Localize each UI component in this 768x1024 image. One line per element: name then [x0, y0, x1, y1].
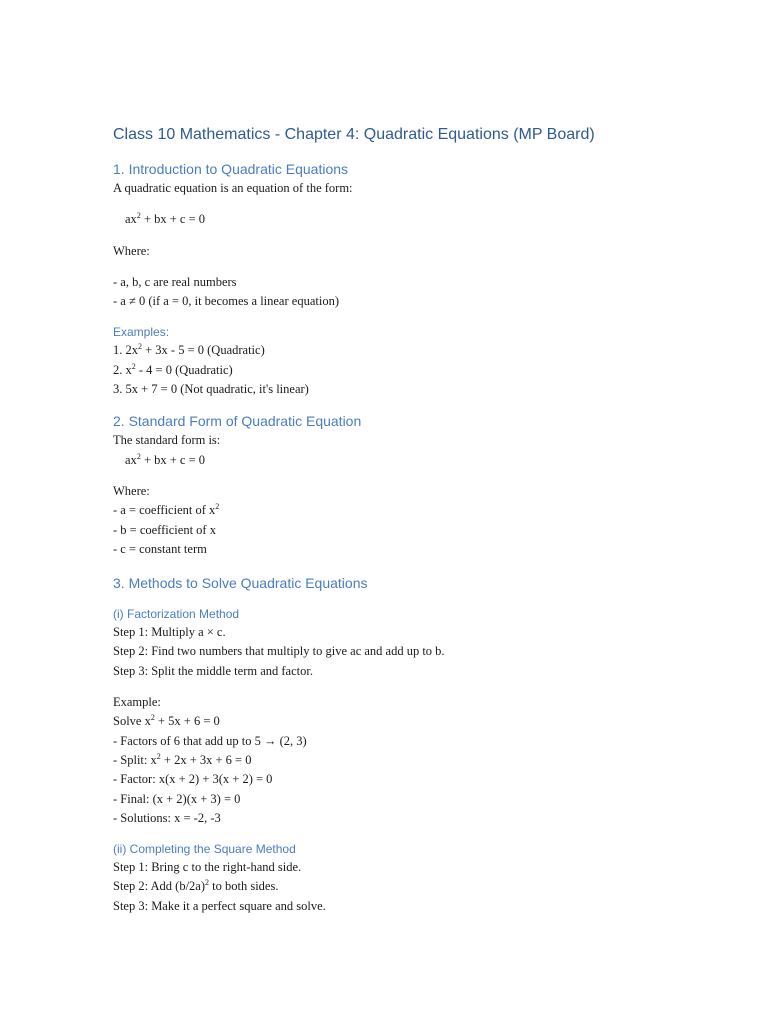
example-item: 2. $x^2 - 4 = 0$ (Quadratic) — [113, 361, 233, 377]
example-label: Example: — [113, 695, 161, 710]
step-item: Step 3: Make it a perfect square and solve. — [113, 898, 326, 913]
coefficient-item: - a = coefficient of $x^2$ — [113, 502, 220, 518]
example-item: 3. 5x + 7 = 0 (Not quadratic, it's linear) — [113, 382, 309, 397]
section-heading-standard-form: 2. Standard Form of Quadratic Equation — [113, 413, 362, 430]
section-heading-methods: 3. Methods to Solve Quadratic Equations — [113, 575, 368, 592]
worked-example-line: - Final: (x + 2)(x + 3) = 0 — [113, 791, 241, 806]
step-item: Step 1: Bring c to the right-hand side. — [113, 860, 302, 875]
section-heading-introduction: 1. Introduction to Quadratic Equations — [113, 161, 349, 177]
where-label: Where: — [113, 243, 150, 258]
standard-form-intro: The standard form is: — [113, 433, 221, 448]
condition-item: - a ≠ 0 (if a = 0, it becomes a linear equation) — [113, 294, 339, 309]
coefficient-item: - b = coefficient of x — [113, 522, 216, 537]
completing-square-heading: (ii) Completing the Square Method — [113, 842, 296, 857]
example-item: 1. $2x^2 + 3x - 5 = 0$ (Quadratic) — [113, 342, 265, 358]
worked-example-line: - Factor: x(x + 2) + 3(x + 2) = 0 — [113, 772, 273, 787]
coefficient-item: - c = constant term — [113, 541, 207, 556]
document-title: Class 10 Mathematics - Chapter 4: Quadratic Equations (MP Board) — [113, 126, 595, 143]
condition-item: - a, b, c are real numbers — [113, 274, 237, 289]
step-item: Step 3: Split the middle term and factor. — [113, 663, 313, 678]
intro-text: A quadratic equation is an equation of the form: — [113, 181, 353, 195]
step-item: Step 1: Multiply a × c. — [113, 625, 226, 640]
worked-example-line: - Factors of 6 that add up to 5 → (2, 3) — [113, 733, 307, 748]
worked-example-line: - Solutions: x = -2, -3 — [113, 810, 221, 825]
step-item: Step 2: Find two numbers that multiply to give ac and add up to b. — [113, 644, 445, 659]
document-page — [113, 124, 673, 916]
where-label: Where: — [113, 483, 150, 498]
standard-form-formula: $ax^2$ + bx + c = 0 — [125, 451, 206, 467]
worked-example-line: - Split: $x^2 + 2x + 3x + 6 = 0$ — [113, 751, 252, 767]
step-item: Step 2: Add $(b/2a)^2$ to both sides. — [113, 878, 279, 894]
examples-heading: Examples: — [113, 325, 170, 340]
worked-example-line: Solve $x^2 + 5x + 6 = 0$ — [113, 713, 220, 729]
general-form-formula: $ax^2$ + bx + c = 0 — [125, 211, 206, 227]
factorization-heading: (i) Factorization Method — [113, 607, 240, 622]
